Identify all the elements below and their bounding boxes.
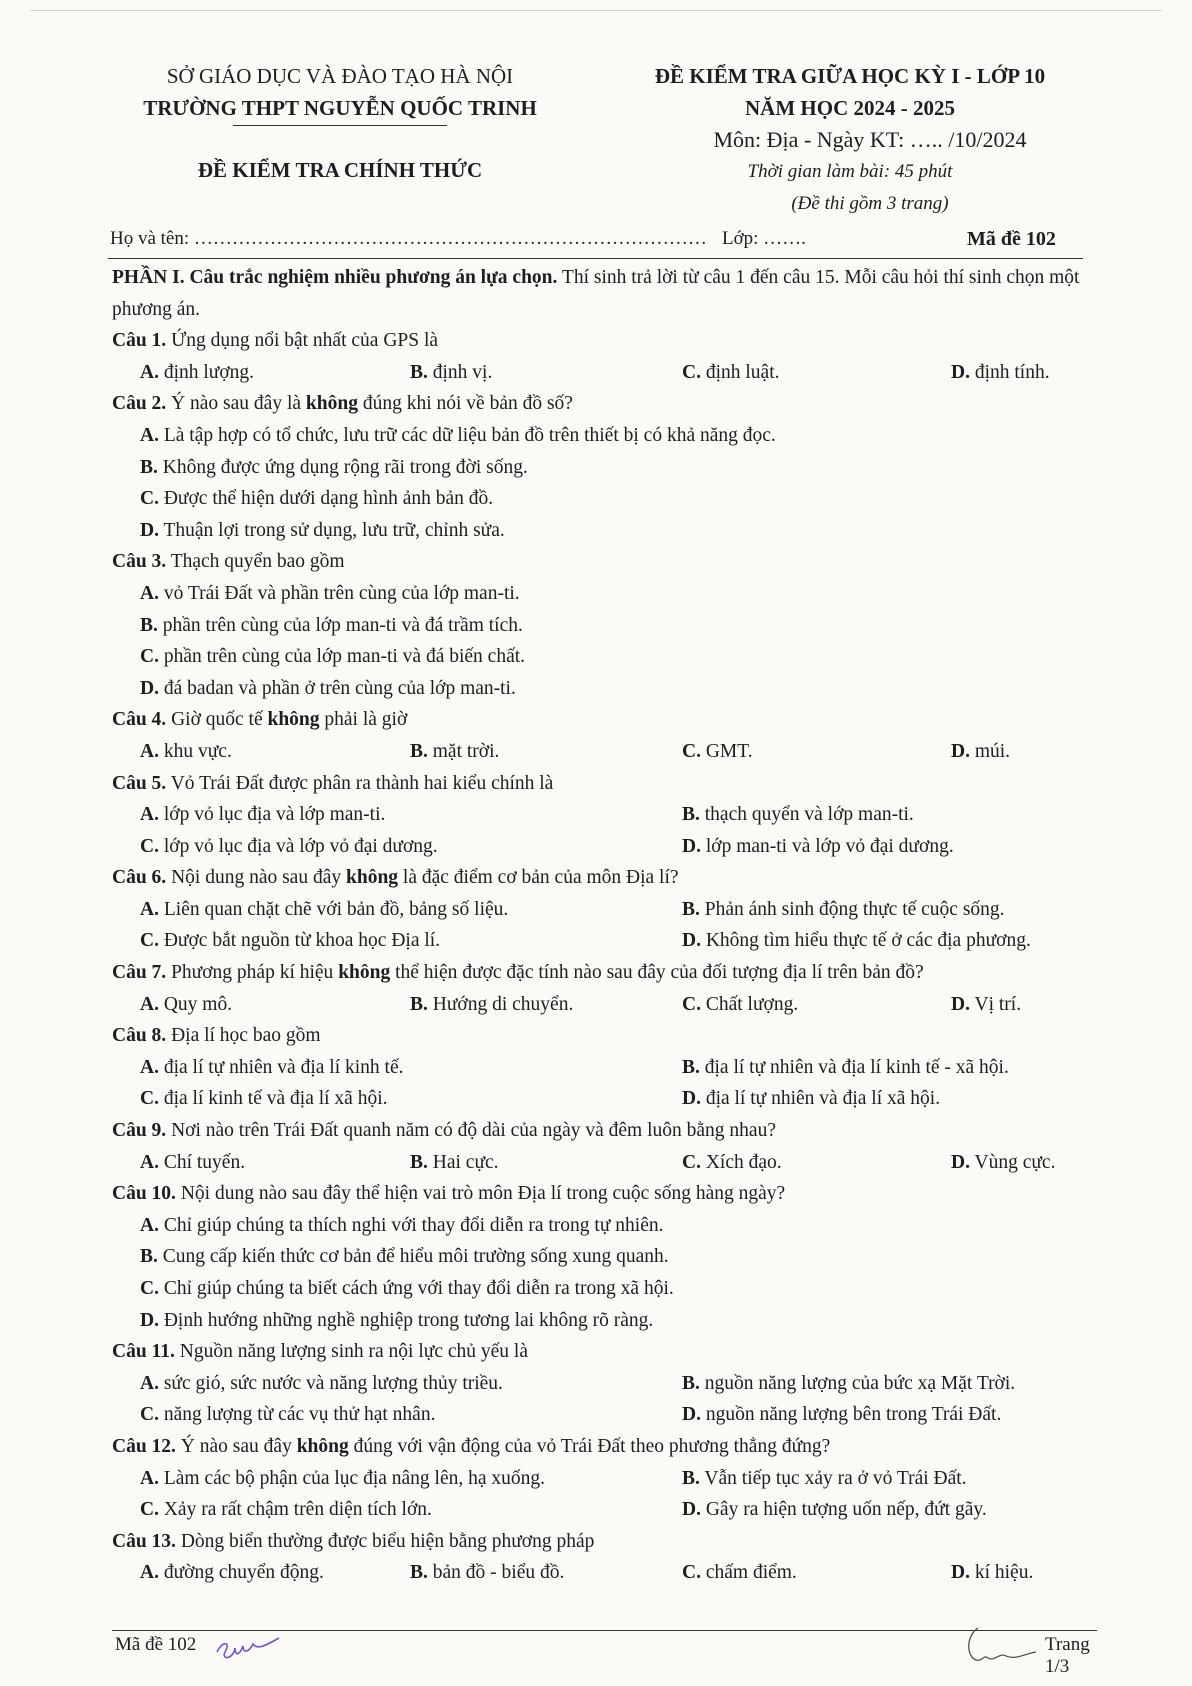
school-name: TRƯỜNG THPT NGUYỄN QUỐC TRINH [143,96,537,120]
options-q6-row1 [112,894,1102,926]
department-name: SỞ GIÁO DỤC VÀ ĐÀO TẠO HÀ NỘI [166,64,514,88]
option-c: C. Chỉ giúp chúng ta biết cách ứng với thay đổi diễn ra trong xã hội. [140,1278,674,1299]
option-d: D. Định hướng những nghề nghiệp trong tương lai không rõ ràng. [140,1309,654,1331]
part1-title: PHẦN I. Câu trắc nghiệm nhiều phương án lựa chọn. [112,267,558,288]
option-b: B. định vị. [410,361,493,383]
part1-instruction: Thí sinh trả lời từ câu 1 đến câu 15. Mỗi câu hỏi thí sinh chọn một phương án. [112,267,1080,320]
question-number: Câu 3. [112,551,167,573]
header-divider [108,258,1083,259]
option-b: B. mặt trời. [410,740,500,762]
question-13: Câu 13. Dòng biển thường được biểu hiện bằng phương pháp [112,1530,595,1552]
option-c: C. Chất lượng. [682,993,799,1015]
question-number: Câu 6. [112,867,167,889]
question-number: Câu 13. [112,1530,176,1552]
option-a: A. khu vực. [140,740,232,762]
options-q5-row2 [112,831,1102,863]
negation-keyword: không [305,393,358,415]
question-number: Câu 7. [112,962,167,984]
class-field: Lớp: ……. [722,228,806,249]
options-q9 [112,1147,1102,1179]
question-number: Câu 1. [112,330,167,352]
option-d: D. Vị trí. [951,993,1022,1015]
option-c: C. Được thể hiện dưới dạng hình ảnh bản đồ. [140,488,494,510]
option-a: A. đường chuyển động. [140,1562,324,1584]
options-q12-row2 [112,1494,1102,1526]
scan-edge-line [30,10,1162,11]
question-4: Câu 4. Giờ quốc tế không phải là giờ [112,709,408,731]
option-d: D. Không tìm hiểu thực tế ở các địa phương. [682,930,1031,952]
question-7: Câu 7. Phương pháp kí hiệu không thể hiện được đặc tính nào sau đây của đối tượng địa lí trên bản đồ? [112,962,924,984]
negation-keyword: không [346,867,399,889]
option-b: B. Hai cực. [410,1151,499,1173]
options-q8-row1 [112,1052,1102,1084]
option-c: C. địa lí kinh tế và địa lí xã hội. [140,1088,388,1110]
option-b: B. phần trên cùng của lớp man-ti và đá trầm tích. [140,614,523,636]
part1-heading [112,262,1102,325]
options-q5-row1 [112,799,1102,831]
question-number: Câu 4. [112,709,167,731]
option-a: A. Liên quan chặt chẽ với bản đồ, bảng số liệu. [140,898,509,920]
question-11: Câu 11. Nguồn năng lượng sinh ra nội lực chủ yếu là [112,1341,528,1363]
header-right [600,60,1100,220]
signature-right [960,1622,1040,1666]
option-b: B. địa lí tự nhiên và địa lí kinh tế - xã hội. [682,1056,1009,1078]
option-a: A. Là tập hợp có tổ chức, lưu trữ các dữ liệu bản đồ trên thiết bị có khả năng đọc. [140,424,776,446]
exam-code: Mã đề 102 [967,228,1056,250]
duration: Thời gian làm bài: 45 phút [747,161,953,182]
question-2: Câu 2. Ý nào sau đây là không đúng khi nói về bản đồ số? [112,393,573,415]
student-info-row [110,228,1090,258]
option-b: B. Hướng di chuyển. [410,993,574,1015]
options-q12-row1 [112,1463,1102,1495]
question-12: Câu 12. Ý nào sau đây không đúng với vận động của vỏ Trái Đất theo phương thẳng đứng? [112,1435,831,1457]
options-q8-row2 [112,1083,1102,1115]
option-a: A. lớp vỏ lục địa và lớp man-ti. [140,804,386,826]
option-b: B. Phản ánh sinh động thực tế cuộc sống. [682,898,1005,920]
negation-keyword: không [338,962,391,984]
options-q11-row2 [112,1399,1102,1431]
page-number: Trang 1/3 [1045,1634,1090,1677]
question-9: Câu 9. Nơi nào trên Trái Đất quanh năm có độ dài của ngày và đêm luôn bằng nhau? [112,1120,776,1142]
option-c: C. chấm điểm. [682,1562,797,1584]
option-d: D. Gây ra hiện tượng uốn nếp, đứt gãy. [682,1499,987,1521]
negation-keyword: không [267,709,320,731]
option-c: C. định luật. [682,361,780,383]
option-a: A. định lượng. [140,361,255,383]
option-c: C. lớp vỏ lục địa và lớp vỏ đại dương. [140,835,438,857]
student-name-field: Họ và tên: ……………………………………………………………………… [110,228,707,249]
question-5: Câu 5. Vỏ Trái Đất được phân ra thành hai kiểu chính là [112,772,554,794]
option-d: D. Vùng cực. [951,1151,1056,1173]
question-number: Câu 2. [112,393,167,415]
question-number: Câu 11. [112,1341,175,1363]
option-c: C. phần trên cùng của lớp man-ti và đá biến chất. [140,646,526,668]
option-d: D. kí hiệu. [951,1562,1034,1584]
option-d: D. định tính. [951,361,1050,383]
option-d: D. đá badan và phần ở trên cùng của lớp man-ti. [140,677,516,699]
option-c: C. Xích đạo. [682,1151,782,1173]
option-a: A. sức gió, sức nước và năng lượng thủy triều. [140,1372,503,1394]
question-number: Câu 10. [112,1183,176,1205]
option-b: B. nguồn năng lượng của bức xạ Mặt Trời. [682,1372,1016,1394]
pages-note: (Đề thi gồm 3 trang) [791,193,949,214]
option-c: C. Được bắt nguồn từ khoa học Địa lí. [140,930,441,952]
option-a: A. Quy mô. [140,993,233,1015]
option-b: B. Không được ứng dụng rộng rãi trong đời sống. [140,456,528,478]
options-q11-row1 [112,1368,1102,1400]
subject-line: Môn: Địa - Ngày KT: ….. /10/2024 [713,127,1027,152]
option-d: D. lớp man-ti và lớp vỏ đại dương. [682,835,954,857]
option-c: C. Xảy ra rất chậm trên diện tích lớn. [140,1499,432,1521]
questions-area [112,262,1102,1589]
option-a: A. Chí tuyến. [140,1151,246,1173]
footer [115,1628,1115,1677]
negation-keyword: không [296,1435,349,1457]
option-c: C. GMT. [682,740,753,762]
question-1 [112,325,1102,357]
footer-exam-code: Mã đề 102 [115,1634,197,1655]
official-label: ĐỀ KIỂM TRA CHÍNH THỨC [197,158,483,182]
option-b: B. bản đồ - biểu đồ. [410,1562,565,1584]
question-10: Câu 10. Nội dung nào sau đây thể hiện vai trò môn Địa lí trong cuộc sống hàng ngày? [112,1183,786,1205]
option-b: B. Cung cấp kiến thức cơ bản để hiểu môi trường sống xung quanh. [140,1246,669,1268]
question-number: Câu 12. [112,1435,176,1457]
option-a: A. Làm các bộ phận của lục địa nâng lên, hạ xuống. [140,1467,546,1489]
option-b: B. thạch quyển và lớp man-ti. [682,804,914,826]
option-a: A. vỏ Trái Đất và phần trên cùng của lớp man-ti. [140,582,520,604]
question-number: Câu 8. [112,1025,167,1047]
option-d: D. địa lí tự nhiên và địa lí xã hội. [682,1088,941,1110]
question-text: Ứng dụng nổi bật nhất của GPS là [166,330,439,352]
question-8: Câu 8. Địa lí học bao gồm [112,1025,321,1047]
options-q6-row2 [112,925,1102,957]
options-q4 [112,736,1102,768]
question-number: Câu 5. [112,772,167,794]
question-6: Câu 6. Nội dung nào sau đây không là đặc điểm cơ bản của môn Địa lí? [112,867,679,889]
signature-left [213,1630,283,1664]
option-c: C. năng lượng từ các vụ thử hạt nhân. [140,1404,436,1426]
option-a: A. Chỉ giúp chúng ta thích nghi với thay đổi diễn ra trong tự nhiên. [140,1214,664,1236]
option-d: D. Thuận lợi trong sử dụng, lưu trữ, chỉnh sửa. [140,519,505,541]
question-3: Câu 3. Thạch quyển bao gồm [112,551,345,573]
option-d: D. múi. [951,740,1011,762]
option-d: D. nguồn năng lượng bên trong Trái Đất. [682,1404,1002,1426]
option-a: A. địa lí tự nhiên và địa lí kinh tế. [140,1056,404,1078]
question-number: Câu 9. [112,1120,167,1142]
header-left [90,60,590,186]
options-q1 [112,357,1102,389]
school-year: NĂM HỌC 2024 - 2025 [745,96,955,120]
options-q13 [112,1557,1102,1589]
options-q7 [112,989,1102,1021]
school-underline [233,125,447,126]
exam-title: ĐỀ KIỂM TRA GIỮA HỌC KỲ I - LỚP 10 [654,64,1046,88]
option-b: B. Vẫn tiếp tục xảy ra ở vỏ Trái Đất. [682,1467,967,1489]
